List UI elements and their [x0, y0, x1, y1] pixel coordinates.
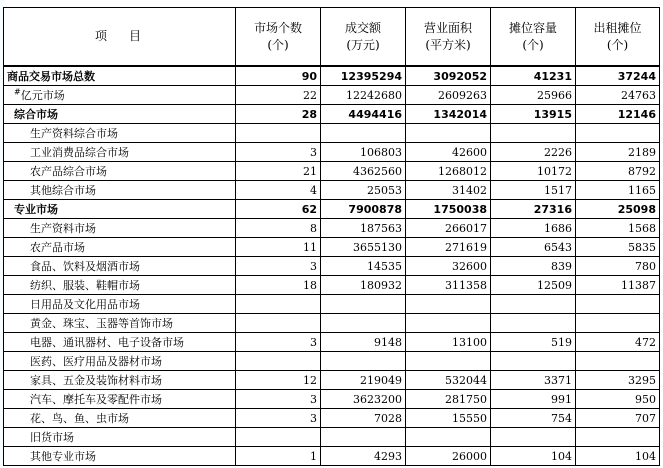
- area-cell: 13100: [406, 333, 491, 352]
- rented-stalls-cell: 12146: [576, 105, 660, 124]
- header-rented-stalls: [576, 8, 660, 67]
- header-market-count-title: 市场个数: [253, 20, 302, 35]
- turnover-cell: [321, 124, 406, 143]
- row-label-cell: [4, 238, 236, 257]
- turnover-cell: 3623200: [321, 390, 406, 409]
- row-label: 其他综合市场: [30, 183, 96, 197]
- table-row: [4, 105, 660, 124]
- header-row: [4, 8, 660, 67]
- area-cell: 2609263: [406, 86, 491, 105]
- area-cell: 42600: [406, 143, 491, 162]
- row-label: 食品、饮料及烟酒市场: [30, 259, 140, 273]
- rented-stalls-cell: 472: [576, 333, 660, 352]
- rented-stalls-cell: [576, 428, 660, 447]
- stall-capacity-cell: 1517: [491, 181, 576, 200]
- market-count-cell: [236, 352, 321, 371]
- stall-capacity-cell: [491, 295, 576, 314]
- stall-capacity-cell: 754: [491, 409, 576, 428]
- market-count-cell: [236, 428, 321, 447]
- row-label-cell: [4, 352, 236, 371]
- stall-capacity-cell: [491, 124, 576, 143]
- turnover-cell: 4362560: [321, 162, 406, 181]
- market-count-cell: 11: [236, 238, 321, 257]
- row-label-cell: [4, 428, 236, 447]
- row-label: 农产品综合市场: [30, 164, 107, 178]
- area-cell: 271619: [406, 238, 491, 257]
- row-label-cell: [4, 219, 236, 238]
- table-row: [4, 86, 660, 105]
- row-label: 花、鸟、鱼、虫市场: [30, 411, 129, 425]
- turnover-cell: 187563: [321, 219, 406, 238]
- area-cell: [406, 124, 491, 143]
- row-label: 其他专业市场: [30, 449, 96, 463]
- turnover-cell: 180932: [321, 276, 406, 295]
- area-cell: 281750: [406, 390, 491, 409]
- row-label: 日用品及文化用品市场: [30, 297, 140, 311]
- rented-stalls-cell: 3295: [576, 371, 660, 390]
- header-turnover: [321, 8, 406, 67]
- table-row: [4, 143, 660, 162]
- turnover-cell: 106803: [321, 143, 406, 162]
- row-label-cell: [4, 371, 236, 390]
- stall-capacity-cell: 991: [491, 390, 576, 409]
- market-count-cell: 18: [236, 276, 321, 295]
- stall-capacity-cell: 12509: [491, 276, 576, 295]
- rented-stalls-cell: 1568: [576, 219, 660, 238]
- turnover-cell: 25053: [321, 181, 406, 200]
- turnover-cell: [321, 314, 406, 333]
- row-label: 电器、通讯器材、电子设备市场: [30, 335, 184, 349]
- market-count-cell: [236, 124, 321, 143]
- rented-stalls-cell: [576, 314, 660, 333]
- area-cell: 1268012: [406, 162, 491, 181]
- header-turnover-title: 成交额: [344, 20, 381, 35]
- header-area-unit: (平方米): [425, 37, 471, 52]
- area-cell: 1750038: [406, 200, 491, 219]
- row-label-cell: [4, 409, 236, 428]
- market-count-cell: 8: [236, 219, 321, 238]
- market-count-cell: 3: [236, 409, 321, 428]
- row-label: 农产品市场: [30, 240, 85, 254]
- turnover-cell: 3655130: [321, 238, 406, 257]
- header-rented-stalls-title: 出租摊位: [593, 20, 642, 35]
- row-label: 商品交易市场总数: [7, 69, 95, 83]
- area-cell: 31402: [406, 181, 491, 200]
- turnover-cell: 219049: [321, 371, 406, 390]
- area-cell: 311358: [406, 276, 491, 295]
- header-stall-capacity-title: 摊位容量: [508, 20, 557, 35]
- table-row: [4, 276, 660, 295]
- row-label: 生产资料综合市场: [30, 126, 118, 140]
- rented-stalls-cell: 104: [576, 447, 660, 466]
- header-turnover-unit: (万元): [346, 37, 380, 52]
- rented-stalls-cell: 707: [576, 409, 660, 428]
- market-count-cell: 12: [236, 371, 321, 390]
- table-row: [4, 219, 660, 238]
- row-label: 家具、五金及装饰材料市场: [30, 373, 162, 387]
- row-label-cell: [4, 276, 236, 295]
- rented-stalls-cell: 950: [576, 390, 660, 409]
- market-count-cell: [236, 295, 321, 314]
- stall-capacity-cell: [491, 352, 576, 371]
- stall-capacity-cell: 41231: [491, 66, 576, 86]
- row-label-cell: [4, 162, 236, 181]
- header-area: [406, 8, 491, 67]
- area-cell: 1342014: [406, 105, 491, 124]
- turnover-cell: 7900878: [321, 200, 406, 219]
- rented-stalls-cell: 25098: [576, 200, 660, 219]
- stall-capacity-cell: 104: [491, 447, 576, 466]
- turnover-cell: 7028: [321, 409, 406, 428]
- header-area-title: 营业面积: [423, 20, 472, 35]
- row-label-cell: [4, 124, 236, 143]
- table-row: [4, 200, 660, 219]
- stall-capacity-cell: 1686: [491, 219, 576, 238]
- header-market-count-unit: (个): [267, 37, 289, 52]
- turnover-cell: 4494416: [321, 105, 406, 124]
- row-label-cell: [4, 257, 236, 276]
- row-label: 医药、医疗用品及器材市场: [30, 354, 162, 368]
- market-count-cell: 62: [236, 200, 321, 219]
- table-row: [4, 181, 660, 200]
- stall-capacity-cell: 13915: [491, 105, 576, 124]
- table-row: [4, 257, 660, 276]
- row-label-cell: [4, 390, 236, 409]
- rented-stalls-cell: 37244: [576, 66, 660, 86]
- stall-capacity-cell: 6543: [491, 238, 576, 257]
- table-row: [4, 66, 660, 86]
- row-label: 汽车、摩托车及零配件市场: [30, 392, 162, 406]
- stall-capacity-cell: 3371: [491, 371, 576, 390]
- area-cell: 532044: [406, 371, 491, 390]
- table-row: [4, 124, 660, 143]
- stall-capacity-cell: 2226: [491, 143, 576, 162]
- rented-stalls-cell: 780: [576, 257, 660, 276]
- row-label-cell: [4, 447, 236, 466]
- area-cell: [406, 352, 491, 371]
- area-cell: [406, 295, 491, 314]
- turnover-cell: [321, 428, 406, 447]
- area-cell: 3092052: [406, 66, 491, 86]
- rented-stalls-cell: 5835: [576, 238, 660, 257]
- header-stall-capacity-unit: (个): [522, 37, 544, 52]
- stall-capacity-cell: 10172: [491, 162, 576, 181]
- turnover-cell: 14535: [321, 257, 406, 276]
- row-label: 生产资料市场: [30, 221, 96, 235]
- table-row: [4, 314, 660, 333]
- row-label-cell: [4, 86, 236, 105]
- market-count-cell: 3: [236, 257, 321, 276]
- area-cell: 26000: [406, 447, 491, 466]
- turnover-cell: 4293: [321, 447, 406, 466]
- market-count-cell: 1: [236, 447, 321, 466]
- rented-stalls-cell: 11387: [576, 276, 660, 295]
- row-label-cell: [4, 333, 236, 352]
- stall-capacity-cell: 27316: [491, 200, 576, 219]
- row-label-cell: [4, 295, 236, 314]
- stall-capacity-cell: 25966: [491, 86, 576, 105]
- row-label-cell: [4, 143, 236, 162]
- table-row: [4, 447, 660, 466]
- turnover-cell: [321, 295, 406, 314]
- rented-stalls-cell: 24763: [576, 86, 660, 105]
- rented-stalls-cell: [576, 295, 660, 314]
- market-count-cell: 21: [236, 162, 321, 181]
- stall-capacity-cell: [491, 314, 576, 333]
- turnover-cell: 9148: [321, 333, 406, 352]
- table-row: [4, 238, 660, 257]
- table-row: [4, 162, 660, 181]
- market-count-cell: 90: [236, 66, 321, 86]
- rented-stalls-cell: 2189: [576, 143, 660, 162]
- market-statistics-table: [3, 7, 660, 466]
- rented-stalls-cell: [576, 352, 660, 371]
- table-row: [4, 352, 660, 371]
- stall-capacity-cell: [491, 428, 576, 447]
- table-row: [4, 333, 660, 352]
- area-cell: [406, 314, 491, 333]
- footnote-mark: #: [14, 86, 21, 96]
- row-label-cell: [4, 66, 236, 86]
- area-cell: [406, 428, 491, 447]
- row-label: 旧货市场: [30, 430, 74, 444]
- market-count-cell: 3: [236, 143, 321, 162]
- area-cell: 32600: [406, 257, 491, 276]
- table-row: [4, 390, 660, 409]
- row-label: 纺织、服装、鞋帽市场: [30, 278, 140, 292]
- market-count-cell: [236, 314, 321, 333]
- stall-capacity-cell: 839: [491, 257, 576, 276]
- header-item: 项目: [4, 8, 236, 67]
- turnover-cell: [321, 352, 406, 371]
- row-label: 亿元市场: [20, 88, 65, 102]
- header-stall-capacity: [491, 8, 576, 67]
- turnover-cell: 12242680: [321, 86, 406, 105]
- market-count-cell: 4: [236, 181, 321, 200]
- market-count-cell: 28: [236, 105, 321, 124]
- market-count-cell: 22: [236, 86, 321, 105]
- area-cell: 15550: [406, 409, 491, 428]
- area-cell: 266017: [406, 219, 491, 238]
- row-label-cell: [4, 200, 236, 219]
- stall-capacity-cell: 519: [491, 333, 576, 352]
- market-count-cell: 3: [236, 390, 321, 409]
- rented-stalls-cell: 1165: [576, 181, 660, 200]
- table-row: [4, 371, 660, 390]
- header-rented-stalls-unit: (个): [606, 37, 629, 52]
- row-label: 专业市场: [14, 202, 58, 216]
- table-body: [4, 66, 660, 466]
- rented-stalls-cell: [576, 124, 660, 143]
- rented-stalls-cell: 8792: [576, 162, 660, 181]
- row-label: 综合市场: [14, 107, 58, 121]
- row-label: 工业消费品综合市场: [30, 145, 129, 159]
- market-count-cell: 3: [236, 333, 321, 352]
- row-label: 黄金、珠宝、玉器等首饰市场: [30, 316, 173, 330]
- table-row: [4, 409, 660, 428]
- table-row: [4, 295, 660, 314]
- table-row: [4, 428, 660, 447]
- row-label-cell: [4, 105, 236, 124]
- turnover-cell: 12395294: [321, 66, 406, 86]
- row-label-cell: [4, 314, 236, 333]
- row-label-cell: [4, 181, 236, 200]
- header-market-count: [236, 8, 321, 67]
